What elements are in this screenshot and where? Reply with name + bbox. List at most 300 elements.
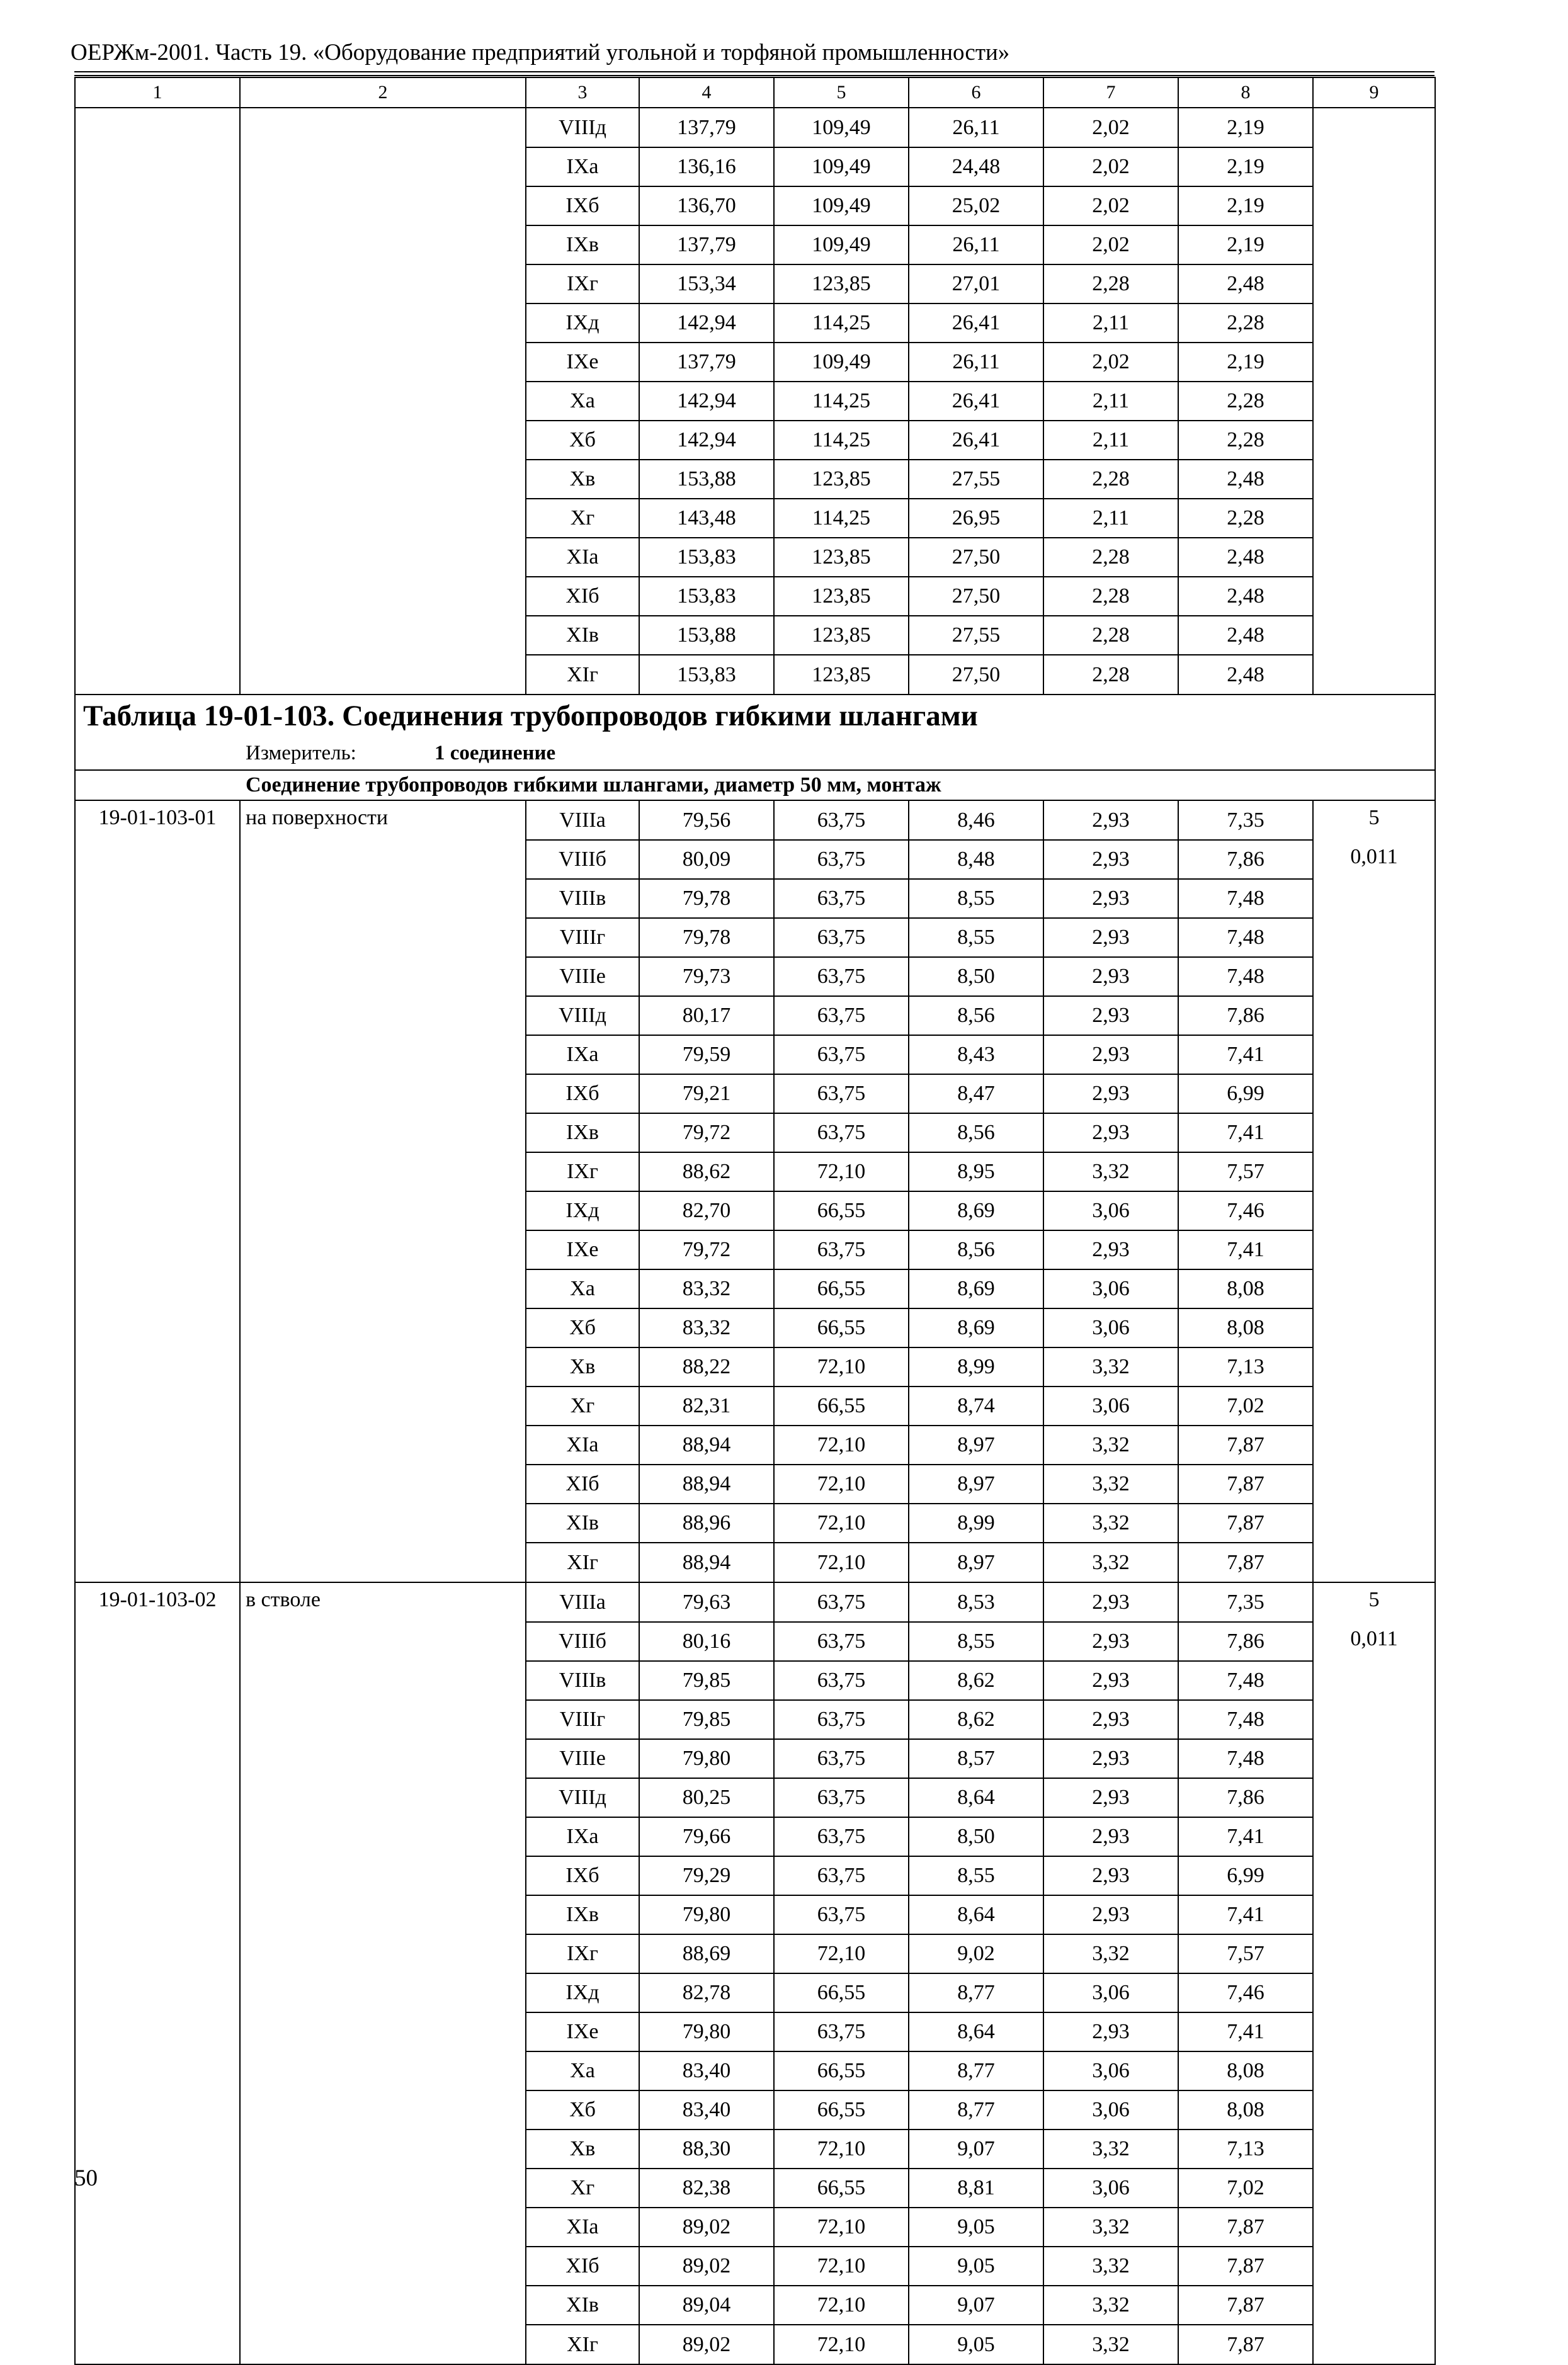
cell-col9 (1313, 1700, 1435, 1739)
cell-value: 7,87 (1178, 1543, 1313, 1582)
cell-value: 24,48 (909, 147, 1043, 186)
cell-code (75, 186, 240, 225)
cell-value: 66,55 (774, 2090, 909, 2130)
cell-zone: IXг (526, 264, 639, 303)
cell-value: 63,75 (774, 1074, 909, 1113)
cell-value: 88,96 (639, 1504, 774, 1543)
cell-col9 (1313, 1191, 1435, 1230)
cell-value: 2,11 (1043, 499, 1178, 538)
cell-col9 (1313, 1308, 1435, 1347)
cell-name (240, 840, 526, 879)
cell-code (75, 1387, 240, 1426)
cell-col9 (1313, 108, 1435, 147)
cell-value: 7,35 (1178, 800, 1313, 840)
cell-zone: Xв (526, 2130, 639, 2169)
table-row (75, 1817, 1435, 1856)
cell-value: 8,69 (909, 1191, 1043, 1230)
cell-value: 88,30 (639, 2130, 774, 2169)
cell-value: 3,32 (1043, 1152, 1178, 1191)
table-row (75, 1426, 1435, 1465)
table-row (75, 1895, 1435, 1934)
table-row (75, 1308, 1435, 1347)
cell-value: 114,25 (774, 303, 909, 343)
cell-value: 7,57 (1178, 1152, 1313, 1191)
cell-zone: IXг (526, 1152, 639, 1191)
table-row (75, 538, 1435, 577)
cell-value: 8,47 (909, 1074, 1043, 1113)
cell-value: 2,28 (1178, 499, 1313, 538)
cell-code (75, 2012, 240, 2051)
cell-value: 8,69 (909, 1269, 1043, 1308)
cell-value: 3,32 (1043, 2130, 1178, 2169)
cell-value: 8,46 (909, 800, 1043, 840)
cell-col9 (1313, 1895, 1435, 1934)
cell-zone: XIа (526, 2208, 639, 2247)
cell-value: 3,06 (1043, 1191, 1178, 1230)
cell-value: 8,08 (1178, 2051, 1313, 2090)
cell-value: 82,31 (639, 1387, 774, 1426)
cell-name (240, 147, 526, 186)
cell-value: 27,55 (909, 460, 1043, 499)
cell-value: 88,62 (639, 1152, 774, 1191)
cell-value: 2,93 (1043, 1230, 1178, 1269)
cell-name (240, 421, 526, 460)
cell-value: 8,69 (909, 1308, 1043, 1347)
cell-name: на поверхности (240, 800, 526, 840)
cell-value: 2,02 (1043, 147, 1178, 186)
cell-value: 8,62 (909, 1661, 1043, 1700)
cell-zone: IXе (526, 343, 639, 382)
cell-zone: VIIIв (526, 1661, 639, 1700)
cell-value: 8,56 (909, 996, 1043, 1035)
cell-value: 8,74 (909, 1387, 1043, 1426)
cell-zone: VIIIг (526, 1700, 639, 1739)
cell-name (240, 918, 526, 957)
cell-value: 27,50 (909, 538, 1043, 577)
cell-value: 3,32 (1043, 2247, 1178, 2286)
cell-col9 (1313, 2130, 1435, 2169)
cell-value: 27,01 (909, 264, 1043, 303)
cell-value: 9,05 (909, 2208, 1043, 2247)
rates-table (74, 77, 1436, 2365)
cell-code (75, 2247, 240, 2286)
cell-value: 3,06 (1043, 2169, 1178, 2208)
cell-name (240, 382, 526, 421)
cell-col9 (1313, 1269, 1435, 1308)
cell-code (75, 1113, 240, 1152)
cell-value: 8,97 (909, 1426, 1043, 1465)
cell-value: 82,70 (639, 1191, 774, 1230)
cell-value: 3,06 (1043, 1973, 1178, 2012)
cell-zone: IXе (526, 2012, 639, 2051)
table-row (75, 616, 1435, 655)
cell-value: 83,32 (639, 1269, 774, 1308)
cell-name (240, 655, 526, 695)
cell-name (240, 879, 526, 918)
table-row (75, 2208, 1435, 2247)
cell-zone: IXб (526, 186, 639, 225)
cell-value: 2,19 (1178, 186, 1313, 225)
cell-code (75, 225, 240, 264)
cell-name (240, 2208, 526, 2247)
cell-value: 153,88 (639, 460, 774, 499)
cell-col9 (1313, 918, 1435, 957)
cell-value: 7,48 (1178, 918, 1313, 957)
cell-value: 63,75 (774, 1622, 909, 1661)
cell-col9 (1313, 1347, 1435, 1387)
cell-value: 80,09 (639, 840, 774, 879)
cell-value: 79,80 (639, 1895, 774, 1934)
cell-value: 8,50 (909, 1817, 1043, 1856)
cell-zone: XIв (526, 2286, 639, 2325)
cell-name (240, 1622, 526, 1661)
cell-value: 3,06 (1043, 1308, 1178, 1347)
cell-value: 2,28 (1043, 264, 1178, 303)
cell-code (75, 1074, 240, 1113)
cell-value: 8,64 (909, 2012, 1043, 2051)
cell-value: 114,25 (774, 499, 909, 538)
unit-value: 1 соединение (435, 742, 556, 764)
cell-value: 66,55 (774, 1191, 909, 1230)
cell-name (240, 616, 526, 655)
cell-name (240, 1035, 526, 1074)
cell-value: 7,41 (1178, 2012, 1313, 2051)
cell-col9 (1313, 264, 1435, 303)
cell-value: 63,75 (774, 1817, 909, 1856)
cell-name (240, 1661, 526, 1700)
cell-value: 2,28 (1043, 577, 1178, 616)
cell-value: 79,85 (639, 1700, 774, 1739)
cell-value: 79,72 (639, 1230, 774, 1269)
cell-name (240, 343, 526, 382)
table-caption-row (75, 695, 1435, 800)
cell-value: 2,28 (1043, 538, 1178, 577)
column-number: 4 (639, 77, 774, 108)
cell-value: 8,48 (909, 840, 1043, 879)
cell-zone: VIIIд (526, 1778, 639, 1817)
cell-value: 2,28 (1043, 655, 1178, 695)
cell-value: 153,83 (639, 538, 774, 577)
cell-value: 25,02 (909, 186, 1043, 225)
cell-zone: Xа (526, 1269, 639, 1308)
cell-value: 3,06 (1043, 2090, 1178, 2130)
cell-name (240, 2051, 526, 2090)
cell-value: 7,57 (1178, 1934, 1313, 1973)
cell-value: 2,93 (1043, 879, 1178, 918)
cell-value: 2,28 (1043, 460, 1178, 499)
cell-value: 7,87 (1178, 1504, 1313, 1543)
cell-code (75, 499, 240, 538)
table-row (75, 225, 1435, 264)
cell-code (75, 460, 240, 499)
table-row (75, 1543, 1435, 1582)
cell-value: 142,94 (639, 303, 774, 343)
cell-value: 123,85 (774, 655, 909, 695)
cell-value: 2,93 (1043, 918, 1178, 957)
cell-code (75, 2286, 240, 2325)
cell-value: 8,97 (909, 1543, 1043, 1582)
cell-name (240, 577, 526, 616)
table-row (75, 577, 1435, 616)
cell-value: 79,80 (639, 1739, 774, 1778)
cell-code (75, 577, 240, 616)
cell-value: 3,32 (1043, 2286, 1178, 2325)
cell-value: 7,41 (1178, 1895, 1313, 1934)
cell-value: 2,93 (1043, 1778, 1178, 1817)
cell-value: 7,87 (1178, 2325, 1313, 2364)
cell-col9 (1313, 2325, 1435, 2364)
cell-col9 (1313, 1543, 1435, 1582)
cell-value: 8,56 (909, 1230, 1043, 1269)
table-row (75, 1074, 1435, 1113)
cell-value: 8,57 (909, 1739, 1043, 1778)
cell-name (240, 1504, 526, 1543)
cell-value: 3,32 (1043, 1465, 1178, 1504)
table-row (75, 1035, 1435, 1074)
cell-name (240, 2325, 526, 2364)
cell-value: 2,11 (1043, 303, 1178, 343)
table-row (75, 1661, 1435, 1700)
cell-value: 2,48 (1178, 577, 1313, 616)
cell-name (240, 1113, 526, 1152)
table-row (75, 1934, 1435, 1973)
cell-value: 8,97 (909, 1465, 1043, 1504)
cell-name (240, 499, 526, 538)
cell-zone: XIв (526, 616, 639, 655)
cell-value: 9,02 (909, 1934, 1043, 1973)
cell-name (240, 1074, 526, 1113)
cell-code (75, 1661, 240, 1700)
column-number: 5 (774, 77, 909, 108)
cell-value: 7,02 (1178, 2169, 1313, 2208)
cell-col9 (1313, 2169, 1435, 2208)
cell-zone: VIIIб (526, 1622, 639, 1661)
cell-value: 82,38 (639, 2169, 774, 2208)
cell-value: 72,10 (774, 1465, 909, 1504)
cell-value: 79,78 (639, 879, 774, 918)
cell-code (75, 1895, 240, 1934)
cell-code (75, 343, 240, 382)
cell-value: 8,50 (909, 957, 1043, 996)
cell-name (240, 1856, 526, 1895)
cell-value: 89,02 (639, 2325, 774, 2364)
table-row (75, 2247, 1435, 2286)
cell-col9 (1313, 577, 1435, 616)
cell-col9: 0,011 (1313, 840, 1435, 879)
cell-code: 19-01-103-02 (75, 1582, 240, 1622)
cell-value: 26,11 (909, 108, 1043, 147)
cell-value: 79,80 (639, 2012, 774, 2051)
cell-code (75, 1543, 240, 1582)
cell-value: 7,86 (1178, 1778, 1313, 1817)
cell-value: 123,85 (774, 577, 909, 616)
table-row (75, 1113, 1435, 1152)
cell-code (75, 264, 240, 303)
cell-zone: Xг (526, 2169, 639, 2208)
cell-value: 7,46 (1178, 1191, 1313, 1230)
cell-value: 89,04 (639, 2286, 774, 2325)
cell-col9: 5 (1313, 800, 1435, 840)
table-row (75, 996, 1435, 1035)
cell-value: 26,41 (909, 303, 1043, 343)
cell-value: 8,55 (909, 879, 1043, 918)
cell-zone: VIIIг (526, 918, 639, 957)
cell-value: 7,87 (1178, 2208, 1313, 2247)
table-row (75, 1856, 1435, 1895)
cell-code (75, 538, 240, 577)
cell-col9 (1313, 957, 1435, 996)
cell-value: 8,99 (909, 1347, 1043, 1387)
cell-value: 88,22 (639, 1347, 774, 1387)
cell-col9: 0,011 (1313, 1622, 1435, 1661)
cell-code (75, 1739, 240, 1778)
cell-value: 8,43 (909, 1035, 1043, 1074)
cell-value: 26,41 (909, 421, 1043, 460)
cell-zone: IXа (526, 1035, 639, 1074)
cell-code: 19-01-103-01 (75, 800, 240, 840)
cell-value: 114,25 (774, 382, 909, 421)
cell-value: 8,64 (909, 1778, 1043, 1817)
table-row (75, 343, 1435, 382)
cell-value: 123,85 (774, 460, 909, 499)
cell-value: 3,32 (1043, 2208, 1178, 2247)
cell-zone: VIIIе (526, 957, 639, 996)
cell-value: 7,35 (1178, 1582, 1313, 1622)
cell-name (240, 1387, 526, 1426)
cell-value: 8,64 (909, 1895, 1043, 1934)
cell-zone: Xа (526, 2051, 639, 2090)
cell-col9 (1313, 147, 1435, 186)
cell-value: 8,77 (909, 2090, 1043, 2130)
cell-value: 7,87 (1178, 1426, 1313, 1465)
cell-name (240, 1895, 526, 1934)
cell-col9 (1313, 2286, 1435, 2325)
cell-col9 (1313, 2090, 1435, 2130)
table-row (75, 2130, 1435, 2169)
cell-zone: IXд (526, 1973, 639, 2012)
cell-value: 8,55 (909, 918, 1043, 957)
cell-value: 63,75 (774, 1582, 909, 1622)
cell-zone: IXв (526, 1113, 639, 1152)
table-row (75, 499, 1435, 538)
cell-zone: XIг (526, 1543, 639, 1582)
cell-zone: Xг (526, 499, 639, 538)
cell-col9: 5 (1313, 1582, 1435, 1622)
cell-value: 136,70 (639, 186, 774, 225)
cell-value: 109,49 (774, 343, 909, 382)
cell-value: 72,10 (774, 2286, 909, 2325)
cell-value: 66,55 (774, 1308, 909, 1347)
cell-value: 7,48 (1178, 1739, 1313, 1778)
cell-code (75, 655, 240, 695)
cell-name (240, 2012, 526, 2051)
cell-value: 79,63 (639, 1582, 774, 1622)
cell-col9 (1313, 343, 1435, 382)
cell-value: 109,49 (774, 186, 909, 225)
cell-value: 72,10 (774, 1152, 909, 1191)
cell-code (75, 1622, 240, 1661)
cell-col9 (1313, 2051, 1435, 2090)
cell-value: 8,08 (1178, 1308, 1313, 1347)
cell-value: 63,75 (774, 1895, 909, 1934)
cell-code (75, 957, 240, 996)
cell-zone: IXв (526, 225, 639, 264)
cell-name (240, 2286, 526, 2325)
cell-code (75, 147, 240, 186)
cell-zone: XIа (526, 538, 639, 577)
cell-name (240, 538, 526, 577)
cell-col9 (1313, 1778, 1435, 1817)
cell-col9 (1313, 460, 1435, 499)
cell-value: 8,95 (909, 1152, 1043, 1191)
column-number: 3 (526, 77, 639, 108)
cell-value: 123,85 (774, 538, 909, 577)
cell-value: 137,79 (639, 225, 774, 264)
cell-value: 7,41 (1178, 1035, 1313, 1074)
cell-value: 63,75 (774, 1035, 909, 1074)
cell-value: 2,19 (1178, 108, 1313, 147)
cell-col9 (1313, 1856, 1435, 1895)
cell-value: 88,94 (639, 1543, 774, 1582)
cell-value: 2,48 (1178, 616, 1313, 655)
cell-code (75, 879, 240, 918)
cell-zone: XIб (526, 577, 639, 616)
cell-zone: XIг (526, 655, 639, 695)
cell-name (240, 1347, 526, 1387)
table-row (75, 1465, 1435, 1504)
cell-code (75, 918, 240, 957)
cell-value: 2,28 (1178, 382, 1313, 421)
cell-value: 2,02 (1043, 225, 1178, 264)
table-row (75, 2325, 1435, 2364)
cell-value: 63,75 (774, 1739, 909, 1778)
cell-value: 89,02 (639, 2247, 774, 2286)
cell-value: 7,13 (1178, 2130, 1313, 2169)
cell-col9 (1313, 1739, 1435, 1778)
cell-name (240, 2169, 526, 2208)
cell-value: 136,16 (639, 147, 774, 186)
cell-value: 3,32 (1043, 1543, 1178, 1582)
cell-value: 2,48 (1178, 460, 1313, 499)
cell-value: 79,73 (639, 957, 774, 996)
cell-col9 (1313, 1035, 1435, 1074)
cell-value: 83,32 (639, 1308, 774, 1347)
cell-value: 9,07 (909, 2130, 1043, 2169)
cell-code (75, 1152, 240, 1191)
cell-value: 9,07 (909, 2286, 1043, 2325)
cell-value: 7,48 (1178, 1661, 1313, 1700)
cell-code (75, 1426, 240, 1465)
cell-value: 2,93 (1043, 996, 1178, 1035)
cell-value: 2,28 (1043, 616, 1178, 655)
cell-value: 26,95 (909, 499, 1043, 538)
cell-zone: IXа (526, 147, 639, 186)
cell-value: 79,21 (639, 1074, 774, 1113)
cell-name (240, 2090, 526, 2130)
cell-value: 2,11 (1043, 382, 1178, 421)
cell-code (75, 382, 240, 421)
cell-value: 79,56 (639, 800, 774, 840)
cell-code (75, 1700, 240, 1739)
cell-name (240, 2247, 526, 2286)
table-row (75, 957, 1435, 996)
table-row (75, 1973, 1435, 2012)
cell-value: 2,28 (1178, 421, 1313, 460)
cell-value: 8,81 (909, 2169, 1043, 2208)
cell-col9 (1313, 879, 1435, 918)
cell-col9 (1313, 1973, 1435, 2012)
cell-code (75, 1269, 240, 1308)
